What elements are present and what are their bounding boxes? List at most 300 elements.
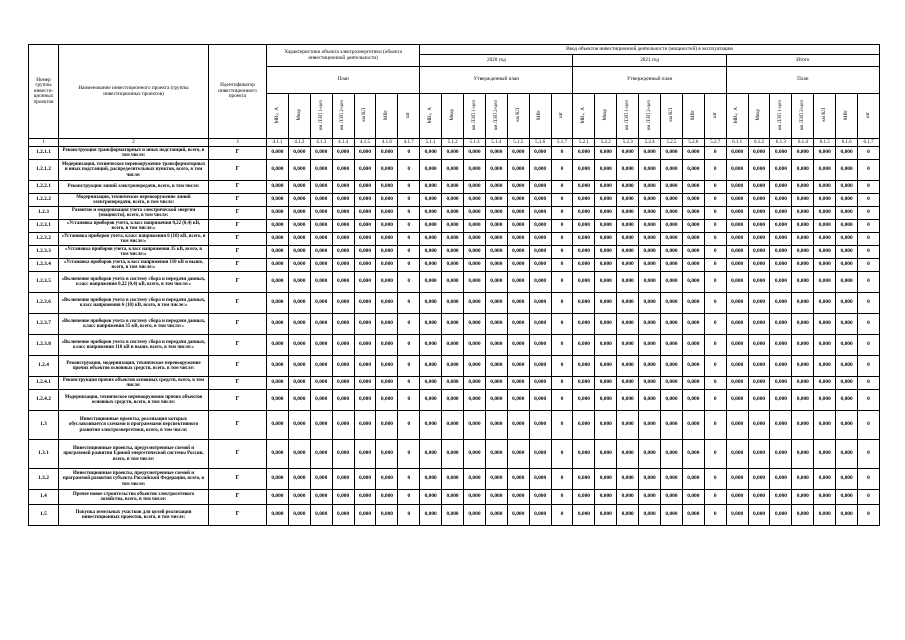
value-cell: 0,000 [639, 246, 661, 259]
row-code: 1.3 [29, 411, 59, 440]
value-cell: 0,000 [617, 390, 639, 411]
value-cell: 0,000 [420, 272, 442, 293]
value-cell: 0,000 [442, 160, 464, 181]
value-cell: 0,000 [836, 411, 858, 440]
value-cell: 0,000 [661, 293, 683, 314]
value-cell: 0,000 [332, 314, 354, 335]
count-cell: 0 [398, 160, 420, 181]
value-cell: 0,000 [529, 390, 551, 411]
value-cell: 0,000 [682, 293, 704, 314]
value-cell: 0,000 [836, 390, 858, 411]
value-cell: 0,000 [682, 272, 704, 293]
value-cell: 0,000 [376, 490, 398, 505]
value-cell: 0,000 [442, 440, 464, 469]
count-cell: 0 [704, 259, 726, 272]
table-row [29, 194, 880, 207]
value-cell: 0,000 [288, 335, 310, 356]
count-cell: 0 [704, 233, 726, 246]
index-cell: 5.2.5 [661, 139, 683, 147]
value-cell: 0,000 [288, 259, 310, 272]
table-row [29, 356, 880, 377]
count-cell: 0 [398, 194, 420, 207]
value-cell: 0,000 [682, 246, 704, 259]
value-cell: 0,000 [529, 272, 551, 293]
value-cell: 0,000 [617, 220, 639, 233]
value-cell: 0,000 [529, 233, 551, 246]
value-cell: 0,000 [442, 220, 464, 233]
value-cell: 0,000 [332, 505, 354, 526]
value-cell: 0,000 [814, 490, 836, 505]
value-cell: 0,000 [288, 411, 310, 440]
value-cell: 0,000 [617, 356, 639, 377]
value-cell: 0,000 [792, 147, 814, 160]
value-cell: 0,000 [573, 440, 595, 469]
value-cell: 0,000 [442, 194, 464, 207]
value-cell: 0,000 [682, 469, 704, 490]
value-cell: 0,000 [310, 335, 332, 356]
value-cell: 0,000 [464, 160, 486, 181]
count-cell: 0 [858, 377, 880, 390]
count-cell: 0 [858, 181, 880, 194]
value-cell: 0,000 [310, 377, 332, 390]
value-cell: 0,000 [770, 233, 792, 246]
value-cell: 0,000 [726, 194, 748, 207]
value-cell: 0,000 [770, 147, 792, 160]
count-cell: 0 [704, 335, 726, 356]
count-cell: 0 [398, 259, 420, 272]
value-cell: 0,000 [507, 147, 529, 160]
value-cell: 0,000 [617, 293, 639, 314]
header-group-number: Номер группы инвести-ционных проектов [29, 45, 59, 139]
value-cell: 0,000 [748, 505, 770, 526]
row-id: Г [209, 390, 267, 411]
value-cell: 0,000 [354, 194, 376, 207]
value-cell: 0,000 [267, 356, 289, 377]
value-cell: 0,000 [485, 411, 507, 440]
count-cell: 0 [551, 233, 573, 246]
value-cell: 0,000 [288, 272, 310, 293]
value-cell: 0,000 [332, 207, 354, 220]
value-cell: 0,000 [661, 147, 683, 160]
value-cell: 0,000 [595, 246, 617, 259]
value-cell: 0,000 [288, 505, 310, 526]
value-cell: 0,000 [267, 314, 289, 335]
value-cell: 0,000 [595, 259, 617, 272]
value-cell: 0,000 [529, 440, 551, 469]
row-name: Прочее новое строительство объектов электросетевого хозяйства, всего, в том числе: [59, 490, 209, 505]
value-cell: 0,000 [332, 356, 354, 377]
value-cell: 0,000 [726, 246, 748, 259]
value-cell: 0,000 [310, 390, 332, 411]
value-cell: 0,000 [573, 335, 595, 356]
value-cell: 0,000 [464, 335, 486, 356]
value-cell: 0,000 [595, 147, 617, 160]
header-commissioning: Ввод объектов инвестиционной деятельности (мощностей) в эксплуатацию [420, 45, 880, 55]
value-cell: 0,000 [376, 356, 398, 377]
header-row-1 [29, 45, 880, 55]
value-cell: 0,000 [726, 147, 748, 160]
value-cell: 0,000 [310, 469, 332, 490]
unit-label: км ЛЭП 2-цеп [800, 99, 806, 130]
value-cell: 0,000 [420, 181, 442, 194]
value-cell: 0,000 [836, 377, 858, 390]
index-cell: 5.2.2 [595, 139, 617, 147]
value-cell: 0,000 [288, 233, 310, 246]
value-cell: 0,000 [682, 259, 704, 272]
value-cell: 0,000 [485, 469, 507, 490]
row-id: Г [209, 207, 267, 220]
value-cell: 0,000 [485, 246, 507, 259]
unit-label: Мвар [296, 108, 302, 121]
value-cell: 0,000 [748, 390, 770, 411]
count-cell: 0 [858, 411, 880, 440]
unit-header [770, 94, 792, 139]
table-row [29, 147, 880, 160]
row-code: 1.4 [29, 490, 59, 505]
value-cell: 0,000 [529, 181, 551, 194]
value-cell: 0,000 [354, 490, 376, 505]
value-cell: 0,000 [814, 220, 836, 233]
count-cell: 0 [398, 390, 420, 411]
count-cell: 0 [858, 272, 880, 293]
row-code: 1.2.3.5 [29, 272, 59, 293]
value-cell: 0,000 [464, 220, 486, 233]
value-cell: 0,000 [770, 220, 792, 233]
value-cell: 0,000 [332, 233, 354, 246]
value-cell: 0,000 [682, 490, 704, 505]
value-cell: 0,000 [507, 293, 529, 314]
value-cell: 0,000 [770, 377, 792, 390]
value-cell: 0,000 [376, 390, 398, 411]
value-cell: 0,000 [376, 469, 398, 490]
value-cell: 0,000 [464, 194, 486, 207]
count-cell: 0 [704, 469, 726, 490]
table-row [29, 377, 880, 390]
count-cell: 0 [551, 181, 573, 194]
value-cell: 0,000 [485, 259, 507, 272]
count-cell: 0 [398, 356, 420, 377]
value-cell: 0,000 [661, 194, 683, 207]
value-cell: 0,000 [485, 490, 507, 505]
value-cell: 0,000 [310, 147, 332, 160]
value-cell: 0,000 [792, 490, 814, 505]
unit-header [288, 94, 310, 139]
value-cell: 0,000 [748, 160, 770, 181]
index-cell: 2 [59, 139, 209, 147]
value-cell: 0,000 [639, 220, 661, 233]
value-cell: 0,000 [748, 377, 770, 390]
value-cell: 0,000 [529, 220, 551, 233]
count-cell: 0 [704, 272, 726, 293]
value-cell: 0,000 [792, 272, 814, 293]
value-cell: 0,000 [836, 181, 858, 194]
row-id: Г [209, 194, 267, 207]
value-cell: 0,000 [310, 314, 332, 335]
unit-label: км ЛЭП 2-цеп [340, 99, 346, 130]
row-id: Г [209, 293, 267, 314]
unit-label: км ЛЭП 1-цеп [778, 99, 784, 130]
row-name: «Установка приборов учета, класс напряжения 0,22 (0,4) кВ, всего, в том числе:» [59, 220, 209, 233]
value-cell: 0,000 [814, 314, 836, 335]
value-cell: 0,000 [354, 147, 376, 160]
value-cell: 0,000 [836, 246, 858, 259]
value-cell: 0,000 [770, 469, 792, 490]
value-cell: 0,000 [682, 220, 704, 233]
value-cell: 0,000 [507, 356, 529, 377]
header-project-name: Наименование инвестиционного проекта (группы инвестиционных проектов) [59, 45, 209, 139]
value-cell: 0,000 [354, 377, 376, 390]
value-cell: 0,000 [267, 194, 289, 207]
count-cell: 0 [398, 335, 420, 356]
count-cell: 0 [858, 293, 880, 314]
value-cell: 0,000 [420, 147, 442, 160]
value-cell: 0,000 [639, 147, 661, 160]
value-cell: 0,000 [617, 147, 639, 160]
row-name: Инвестиционные проекты, предусмотренные схемой и программой развития субъекта Российской Федерации, всего, в том числе: [59, 469, 209, 490]
count-cell: 0 [398, 314, 420, 335]
row-name: Модернизация, техническое перевооружение трансформаторных и иных подстанций, распределительных пунктов, всего, в том числе: [59, 160, 209, 181]
value-cell: 0,000 [354, 314, 376, 335]
value-cell: 0,000 [420, 293, 442, 314]
value-cell: 0,000 [573, 259, 595, 272]
count-cell: 0 [551, 272, 573, 293]
value-cell: 0,000 [792, 356, 814, 377]
row-code: 1.2.3.2 [29, 233, 59, 246]
header-approved-plan-2020: Утвержденный план [420, 67, 573, 94]
count-cell: 0 [398, 293, 420, 314]
table-row [29, 335, 880, 356]
count-cell: 0 [398, 490, 420, 505]
value-cell: 0,000 [595, 293, 617, 314]
value-cell: 0,000 [354, 160, 376, 181]
index-cell: 6.1.2 [748, 139, 770, 147]
value-cell: 0,000 [267, 390, 289, 411]
value-cell: 0,000 [354, 259, 376, 272]
unit-label: МВ×А [427, 106, 433, 123]
value-cell: 0,000 [814, 335, 836, 356]
table-row [29, 390, 880, 411]
value-cell: 0,000 [595, 194, 617, 207]
value-cell: 0,000 [661, 207, 683, 220]
value-cell: 0,000 [726, 469, 748, 490]
value-cell: 0,000 [573, 505, 595, 526]
value-cell: 0,000 [617, 411, 639, 440]
value-cell: 0,000 [485, 272, 507, 293]
unit-label: шт [406, 111, 412, 118]
value-cell: 0,000 [332, 160, 354, 181]
index-cell: 5.1.7 [551, 139, 573, 147]
value-cell: 0,000 [573, 220, 595, 233]
row-name: «Включение приборов учета в систему сбора и передачи данных, класс напряжения 6 (10) кВ, всего, в том числе:» [59, 293, 209, 314]
unit-label: Мвар [449, 108, 455, 121]
value-cell: 0,000 [464, 147, 486, 160]
value-cell: 0,000 [792, 160, 814, 181]
value-cell: 0,000 [573, 272, 595, 293]
count-cell: 0 [551, 259, 573, 272]
value-cell: 0,000 [748, 233, 770, 246]
unit-label: МВ×А [581, 106, 587, 123]
value-cell: 0,000 [464, 246, 486, 259]
unit-label: км КЛ [668, 107, 674, 122]
value-cell: 0,000 [464, 390, 486, 411]
index-row [29, 139, 880, 147]
index-cell: 4.1.6 [376, 139, 398, 147]
count-cell: 0 [704, 207, 726, 220]
unit-label: шт [712, 111, 718, 118]
index-cell: 1 [29, 139, 59, 147]
row-name: «Включение приборов учета в систему сбора и передачи данных, класс напряжения 110 кВ и выше, всего, в том числе:» [59, 335, 209, 356]
value-cell: 0,000 [836, 272, 858, 293]
count-cell: 0 [858, 246, 880, 259]
value-cell: 0,000 [420, 411, 442, 440]
value-cell: 0,000 [595, 272, 617, 293]
value-cell: 0,000 [682, 505, 704, 526]
value-cell: 0,000 [376, 505, 398, 526]
value-cell: 0,000 [792, 233, 814, 246]
value-cell: 0,000 [310, 490, 332, 505]
value-cell: 0,000 [267, 272, 289, 293]
header-approved-plan-2021: Утвержденный план [573, 67, 726, 94]
value-cell: 0,000 [485, 181, 507, 194]
value-cell: 0,000 [617, 505, 639, 526]
table-row [29, 207, 880, 220]
value-cell: 0,000 [376, 147, 398, 160]
value-cell: 0,000 [726, 272, 748, 293]
value-cell: 0,000 [770, 356, 792, 377]
index-cell: 4.1.7 [398, 139, 420, 147]
value-cell: 0,000 [836, 314, 858, 335]
value-cell: 0,000 [748, 469, 770, 490]
row-id: Г [209, 272, 267, 293]
value-cell: 0,000 [573, 411, 595, 440]
index-cell: 5.2.4 [639, 139, 661, 147]
count-cell: 0 [858, 160, 880, 181]
value-cell: 0,000 [595, 160, 617, 181]
row-code: 1.2.2.2 [29, 194, 59, 207]
value-cell: 0,000 [354, 233, 376, 246]
value-cell: 0,000 [464, 207, 486, 220]
value-cell: 0,000 [792, 411, 814, 440]
value-cell: 0,000 [748, 272, 770, 293]
value-cell: 0,000 [573, 314, 595, 335]
row-id: Г [209, 490, 267, 505]
header-plan-total: План [726, 67, 879, 94]
value-cell: 0,000 [442, 377, 464, 390]
table-row [29, 246, 880, 259]
value-cell: 0,000 [792, 469, 814, 490]
value-cell: 0,000 [376, 160, 398, 181]
value-cell: 0,000 [748, 440, 770, 469]
value-cell: 0,000 [595, 505, 617, 526]
unit-header [398, 94, 420, 139]
count-cell: 0 [704, 356, 726, 377]
row-id: Г [209, 377, 267, 390]
value-cell: 0,000 [573, 469, 595, 490]
value-cell: 0,000 [464, 356, 486, 377]
value-cell: 0,000 [376, 207, 398, 220]
value-cell: 0,000 [661, 272, 683, 293]
index-cell: 6.1.4 [792, 139, 814, 147]
unit-header [639, 94, 661, 139]
value-cell: 0,000 [529, 356, 551, 377]
value-cell: 0,000 [617, 272, 639, 293]
table-row [29, 505, 880, 526]
value-cell: 0,000 [726, 356, 748, 377]
count-cell: 0 [704, 377, 726, 390]
value-cell: 0,000 [507, 207, 529, 220]
row-code: 1.2.3.3 [29, 246, 59, 259]
value-cell: 0,000 [376, 335, 398, 356]
value-cell: 0,000 [770, 314, 792, 335]
value-cell: 0,000 [595, 233, 617, 246]
value-cell: 0,000 [573, 160, 595, 181]
value-cell: 0,000 [442, 469, 464, 490]
count-cell: 0 [858, 259, 880, 272]
header-year-2020: 2020 год [420, 55, 573, 67]
value-cell: 0,000 [748, 293, 770, 314]
value-cell: 0,000 [661, 160, 683, 181]
row-name: Инвестиционные проекты, предусмотренные схемой и программой развития Единой энергетической системы России, всего, в том числе: [59, 440, 209, 469]
value-cell: 0,000 [507, 440, 529, 469]
unit-label: км КЛ [515, 107, 521, 122]
unit-label: км ЛЭП 2-цеп [646, 99, 652, 130]
value-cell: 0,000 [595, 314, 617, 335]
unit-label: км ЛЭП 1-цеп [624, 99, 630, 130]
row-id: Г [209, 440, 267, 469]
unit-label: МВ×А [274, 106, 280, 123]
value-cell: 0,000 [464, 411, 486, 440]
table-row [29, 411, 880, 440]
unit-label: Мвар [756, 108, 762, 121]
value-cell: 0,000 [288, 246, 310, 259]
value-cell: 0,000 [354, 505, 376, 526]
value-cell: 0,000 [661, 390, 683, 411]
value-cell: 0,000 [376, 233, 398, 246]
value-cell: 0,000 [726, 220, 748, 233]
value-cell: 0,000 [770, 490, 792, 505]
count-cell: 0 [398, 147, 420, 160]
count-cell: 0 [551, 147, 573, 160]
value-cell: 0,000 [354, 440, 376, 469]
value-cell: 0,000 [529, 335, 551, 356]
index-cell: 5.1.2 [442, 139, 464, 147]
value-cell: 0,000 [639, 377, 661, 390]
value-cell: 0,000 [770, 259, 792, 272]
table-row [29, 272, 880, 293]
count-cell: 0 [551, 505, 573, 526]
value-cell: 0,000 [485, 233, 507, 246]
value-cell: 0,000 [748, 314, 770, 335]
value-cell: 0,000 [726, 390, 748, 411]
row-id: Г [209, 314, 267, 335]
count-cell: 0 [551, 356, 573, 377]
row-name: «Включение приборов учета в систему сбора и передачи данных, класс напряжения 0,22 (0,4) кВ, всего, в том числе:» [59, 272, 209, 293]
value-cell: 0,000 [354, 181, 376, 194]
value-cell: 0,000 [332, 440, 354, 469]
count-cell: 0 [704, 490, 726, 505]
value-cell: 0,000 [442, 246, 464, 259]
value-cell: 0,000 [682, 377, 704, 390]
count-cell: 0 [704, 293, 726, 314]
count-cell: 0 [398, 411, 420, 440]
header-year-2021: 2021 год [573, 55, 726, 67]
value-cell: 0,000 [573, 390, 595, 411]
value-cell: 0,000 [507, 505, 529, 526]
unit-label: км ЛЭП 1-цеп [318, 99, 324, 130]
count-cell: 0 [551, 390, 573, 411]
value-cell: 0,000 [464, 314, 486, 335]
count-cell: 0 [858, 207, 880, 220]
